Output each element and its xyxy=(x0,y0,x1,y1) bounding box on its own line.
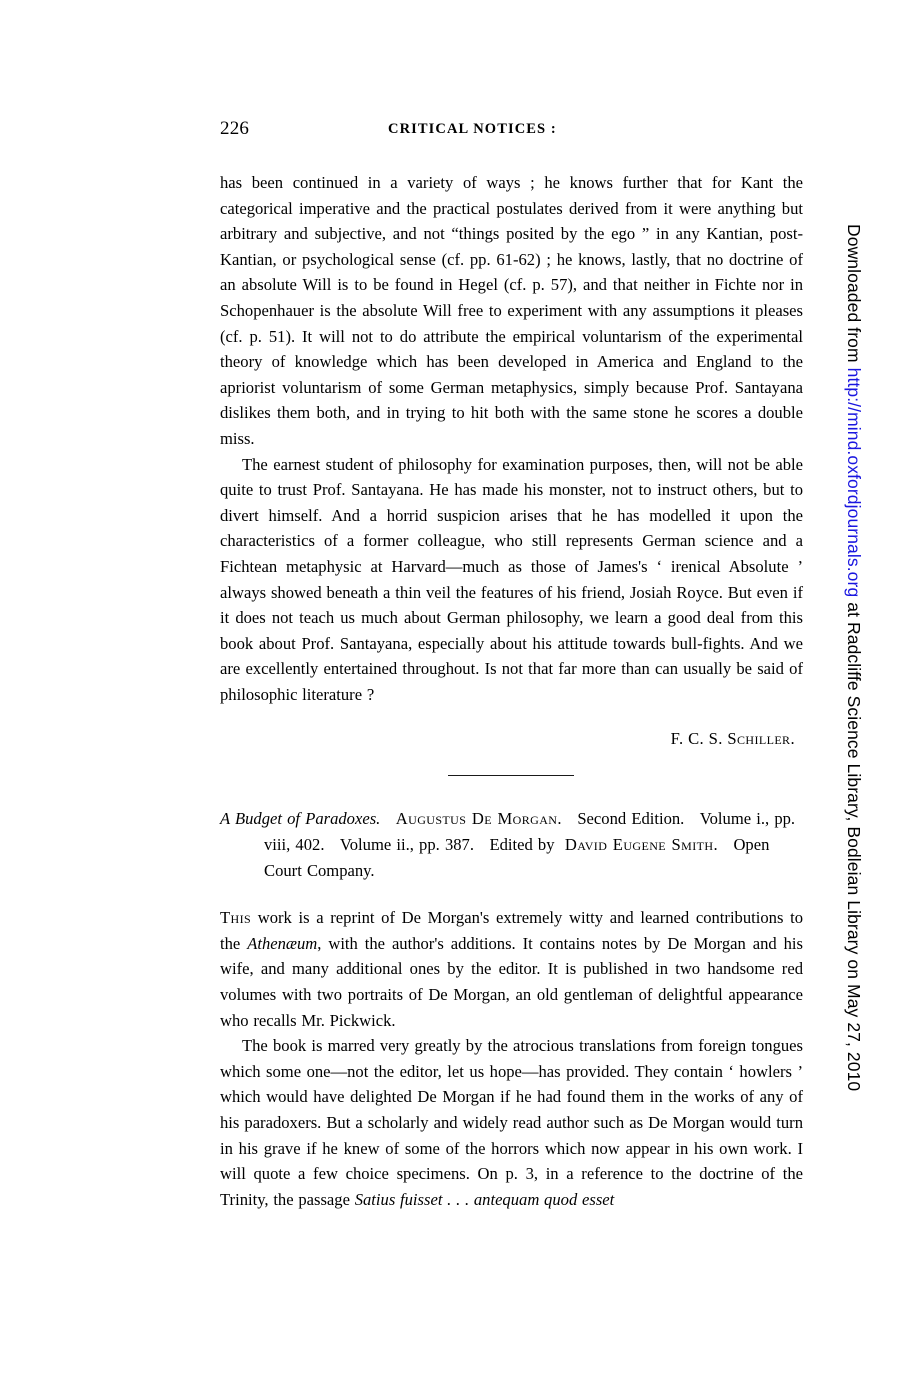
book-edition: Second Edition. xyxy=(577,809,685,829)
latin-quotation-italic: Satius fuisset . . . antequam quod esset xyxy=(354,1189,615,1209)
book-volume-one: Volume i., pp. viii, 402. xyxy=(264,809,796,855)
download-stamp xyxy=(838,224,878,1184)
download-stamp-text xyxy=(843,224,864,1091)
paragraph-lead-smallcaps: This xyxy=(220,908,252,928)
download-prefix: Downloaded from xyxy=(844,224,864,368)
paragraph-text-before-italic: work is a reprint of De Morgan's extremely witty and learned contributions to the xyxy=(220,908,803,953)
paragraph-text-before-italic: The book is marred very greatly by the atrocious translations from foreign tongues which some one—not the editor, let us hope—has provided. They contain ‘ howlers ’ which would have delighted De Morgan if he had found them in the works of any of his paradoxers. But a scholarly and widely read author such as De Morgan would turn in his grave if he knew of some of the horrors which now appear in his own work. I will quote a few choice specimens. On p. 3, in a reference to the doctrine of the Trinity, the passage xyxy=(220,1036,803,1209)
review-two-heading xyxy=(220,806,803,883)
paragraph-text-after-italic: , with the author's additions. It contains notes by De Morgan and his wife, and many additional ones by the editor. It is published in two handsome red volumes with two portraits of De Morgan, an old gentleman of delightful appearance who recalls Mr. Pickwick. xyxy=(220,933,803,1030)
book-author: Augustus De Morgan. xyxy=(395,809,562,829)
paragraph: has been continued in a variety of ways ; he knows further that for Kant the categorical imperative and the practical postulates derived from it were anything but arbitrary and subjective, and not “things posited by the ego ” in any Kantian, post-Kantian, or psychological sense (cf. pp. 61-62) ; he knows, lastly, that no doctrine of an absolute Will is to be found in Hegel (cf. p. 57), and that neither in Fichte nor in Schopenhauer is the absolute Will free to experiment with any assumptions it pleases (cf. p. 51). It will not to do attribute the empirical voluntarism of the experimental theory of knowledge which has been developed in America and England to the apriorist voluntarism of some German metaphysics, simply because Prof. Santayana dislikes them both, and in trying to hit both with the same stone he scores a double miss. xyxy=(220,173,803,448)
review-one-body xyxy=(220,170,803,707)
book-volume-two: Volume ii., pp. 387. xyxy=(339,835,474,855)
section-divider-rule xyxy=(448,775,574,776)
paragraph xyxy=(220,905,803,1033)
running-head xyxy=(220,118,803,152)
paragraph: The earnest student of philosophy for examination purposes, then, will not be able quite to trust Prof. Santayana. He has made his monster, not to instruct others, but to divert himself. And a horrid suspicion arises that he has modelled it upon the characteristics of a former colleague, who still represents German science and a Fichtean metaphysic at Harvard—much as those of James's ‘ irenical Absolute ’ always showed beneath a thin veil the features of his friend, Josiah Royce. But even if it does not teach us much about German philosophy, we learn a good deal from this book about Prof. Santayana, especially about his attitude towards bull-fights. And we are excellently entertained throughout. Is not that far more than can usually be said of philosophic literature ? xyxy=(220,454,803,704)
paragraph xyxy=(220,1033,803,1212)
review-two-body xyxy=(220,905,803,1212)
book-title: A Budget of Paradoxes. xyxy=(220,809,381,829)
page-number: 226 xyxy=(220,118,250,139)
journal-name-italic: Athenæum xyxy=(247,933,318,953)
book-publisher: Open Court Company. xyxy=(264,835,770,880)
book-editor: David Eugene Smith. xyxy=(564,835,718,855)
text-column xyxy=(220,118,803,1212)
review-one-signature xyxy=(220,729,803,749)
download-url-link[interactable]: http://mind.oxfordjournals.org xyxy=(844,367,864,598)
running-head-title: CRITICAL NOTICES : xyxy=(388,121,557,137)
signature-name: F. C. S. Schiller. xyxy=(670,729,795,749)
download-suffix: at Radcliffe Science Library, Bodleian Library on May 27, 2010 xyxy=(844,597,864,1092)
edited-by-label: Edited by xyxy=(489,835,555,855)
